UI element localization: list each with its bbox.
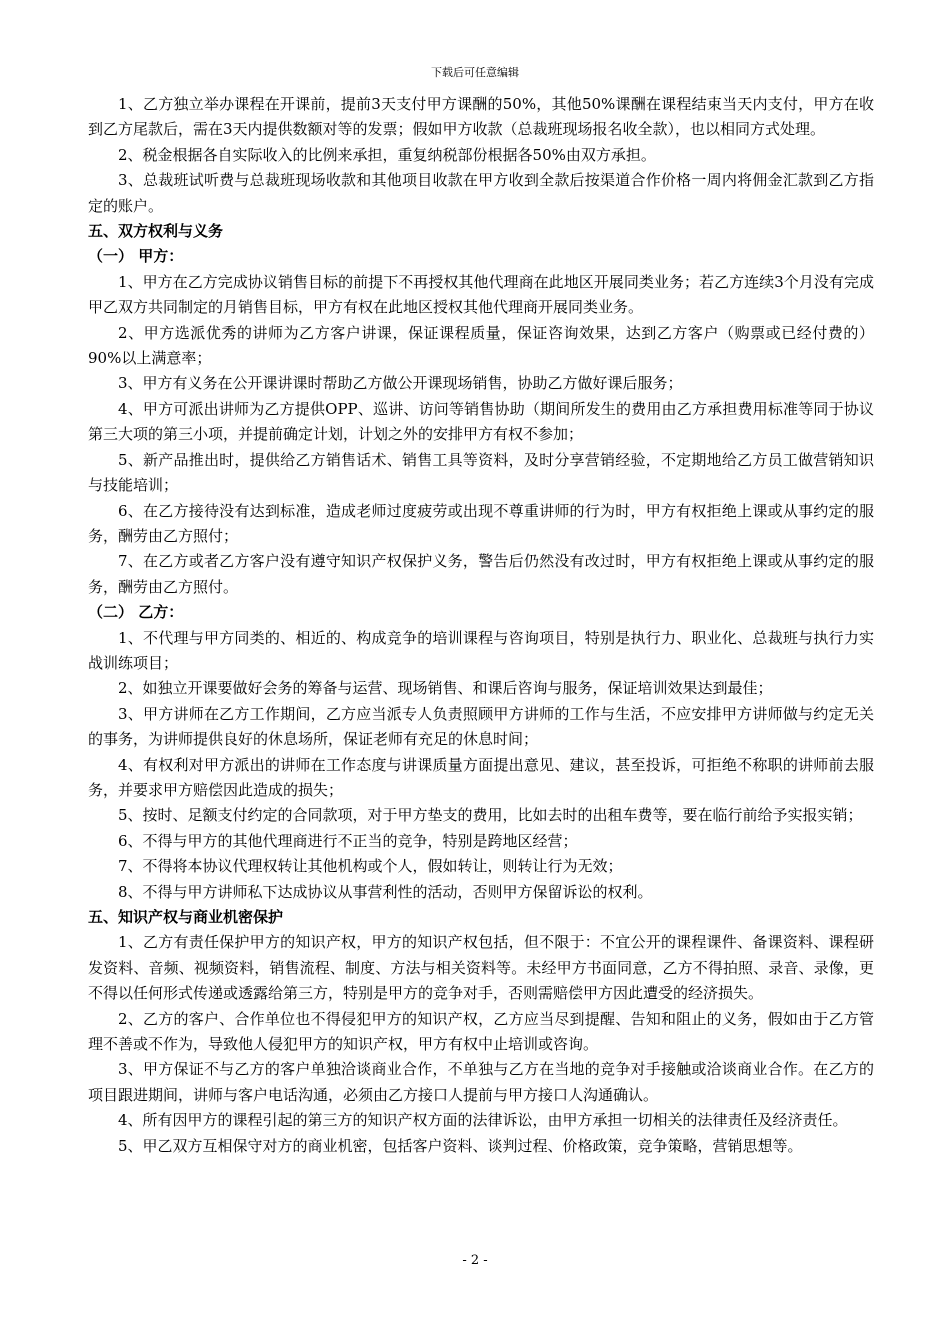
paragraph: 8、不得与甲方讲师私下达成协议从事营利性的活动，否则甲方保留诉讼的权利。 [118, 882, 653, 901]
paragraph: 1、甲方在乙方完成协议销售目标的前提下不再授权其他代理商在此地区开展同类业务；若乙方连续3个月没有完成甲乙双方共同制定的月销售目标，甲方有权在此地区授权其他代理商开展同类业务。 [88, 272, 874, 317]
paragraph: 7、在乙方或者乙方客户没有遵守知识产权保护义务，警告后仍然没有改过时，甲方有权拒绝上课或从事约定的服务，酬劳由乙方照付。 [88, 552, 874, 596]
paragraph: 1、乙方独立举办课程在开课前，提前3天支付甲方课酬的50%，其他50%课酬在课程结束当天内支付，甲方在收到乙方尾款后，需在3天内提供数额对等的发票；假如甲方收款（总裁班现场报名收全款），也以相同方式处理。 [88, 95, 874, 139]
page-header: 下载后可任意编辑 [431, 66, 519, 79]
paragraph: 4、所有因甲方的课程引起的第三方的知识产权方面的法律诉讼，由甲方承担一切相关的法律责任及经济责任。 [118, 1111, 848, 1130]
paragraph: 7、不得将本协议代理权转让其他机构或个人，假如转让，则转让行为无效； [118, 857, 623, 876]
paragraph: 2、如独立开课要做好会务的筹备与运营、现场销售、和课后咨询与服务，保证培训效果达到最佳； [118, 679, 773, 698]
document-body [88, 92, 874, 1159]
section-heading: 五、知识产权与商业机密保护 [88, 908, 284, 926]
paragraph: 2、税金根据各自实际收入的比例来承担，重复纳税部份根据各50%由双方承担。 [118, 145, 656, 164]
paragraph: 5、甲乙双方互相保守对方的商业机密，包括客户资料、谈判过程、价格政策，竞争策略，营销思想等。 [118, 1136, 803, 1155]
paragraph: 4、甲方可派出讲师为乙方提供OPP、巡讲、访问等销售协助（期间所发生的费用由乙方承担费用标准等同于协议第三大项的第三小项，并提前确定计划，计划之外的安排甲方有权不参加； [88, 399, 874, 444]
paragraph: 1、乙方有责任保护甲方的知识产权，甲方的知识产权包括，但不限于：不宜公开的课程课件、备课资料、课程研发资料、音频、视频资料，销售流程、制度、方法与相关资料等。未经甲方书面同意，乙方不得拍照、录音、录像，更不得以任何形式传递或透露给第三方，特别是甲方的竞争对手，否则需赔偿甲方因此遭受的经济损失。 [88, 933, 874, 1003]
paragraph: 4、有权利对甲方派出的讲师在工作态度与讲课质量方面提出意见、建议，甚至投诉，可拒绝不称职的讲师前去服务，并要求甲方赔偿因此造成的损失； [88, 755, 874, 799]
paragraph: 1、不代理与甲方同类的、相近的、构成竞争的培训课程与咨询项目，特别是执行力、职业化、总裁班与执行力实战训练项目； [88, 628, 874, 672]
paragraph: 6、不得与甲方的其他代理商进行不正当的竞争，特别是跨地区经营； [118, 831, 578, 850]
section-heading: （二） 乙方： [88, 603, 184, 622]
section-heading: （一） 甲方： [88, 247, 184, 266]
paragraph: 3、甲方讲师在乙方工作期间，乙方应当派专人负责照顾甲方讲师的工作与生活，不应安排甲方讲师做与约定无关的事务，为讲师提供良好的休息场所，保证老师有充足的休息时间； [88, 704, 874, 749]
paragraph: 3、甲方保证不与乙方的客户单独洽谈商业合作，不单独与乙方在当地的竞争对手接触或洽谈商业合作。在乙方的项目跟进期间，讲师与客户电话沟通，必须由乙方接口人提前与甲方接口人沟通确认。 [88, 1060, 874, 1104]
paragraph: 6、在乙方接待没有达到标准，造成老师过度疲劳或出现不尊重讲师的行为时，甲方有权拒绝上课或从事约定的服务，酬劳由乙方照付； [88, 501, 874, 545]
section-heading: 五、双方权利与义务 [88, 222, 224, 241]
paragraph: 2、乙方的客户、合作单位也不得侵犯甲方的知识产权，乙方应当尽到提醒、告知和阻止的义务，假如由于乙方管理不善或不作为，导致他人侵犯甲方的知识产权，甲方有权中止培训或咨询。 [88, 1009, 874, 1054]
paragraph: 5、新产品推出时，提供给乙方销售话术、销售工具等资料，及时分享营销经验，不定期地给乙方员工做营销知识与技能培训； [88, 450, 874, 495]
paragraph: 2、甲方选派优秀的讲师为乙方客户讲课，保证课程质量，保证咨询效果，达到乙方客户（购票或已经付费的）90%以上满意率； [88, 323, 874, 368]
paragraph: 3、总裁班试听费与总裁班现场收款和其他项目收款在甲方收到全款后按渠道合作价格一周内将佣金汇款到乙方指定的账户。 [88, 171, 874, 215]
page-number: - 2 - [462, 1253, 488, 1268]
paragraph: 5、按时、足额支付约定的合同款项，对于甲方垫支的费用，比如去时的出租车费等，要在临行前给予实报实销； [118, 806, 863, 825]
paragraph: 3、甲方有义务在公开课讲课时帮助乙方做公开课现场销售，协助乙方做好课后服务； [118, 374, 683, 393]
